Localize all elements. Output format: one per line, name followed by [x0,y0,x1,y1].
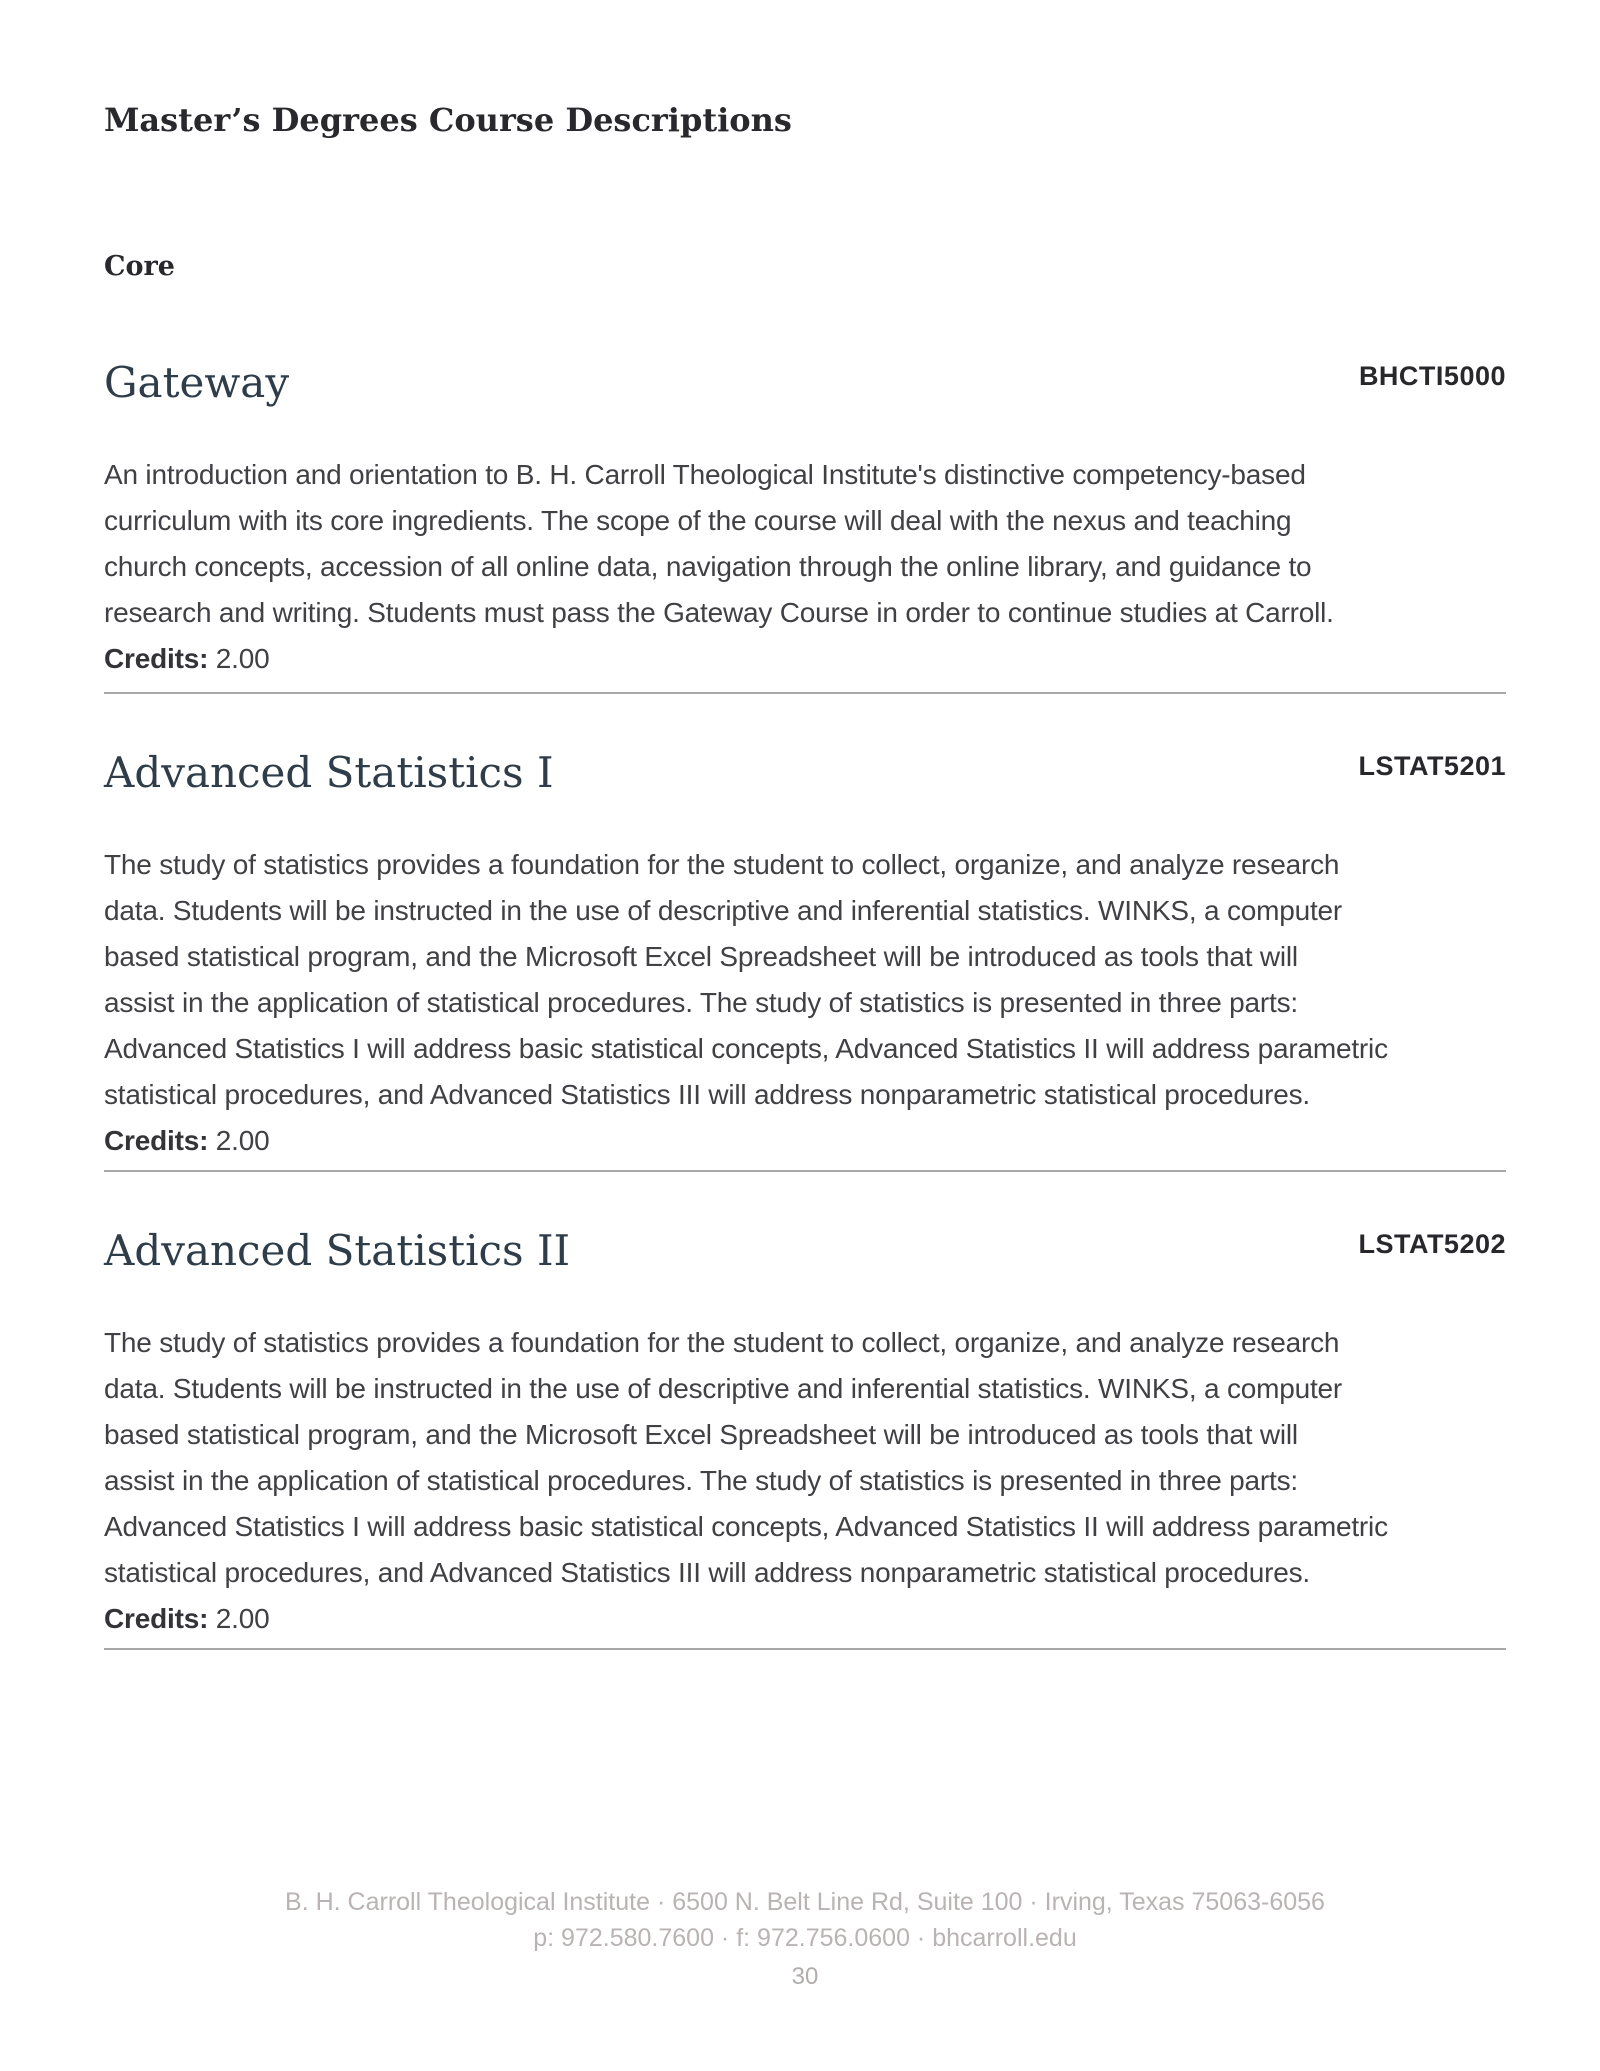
credits-value: 2.00 [215,1603,270,1634]
page-title: Master’s Degrees Course Descriptions [104,101,792,139]
description-line: based statistical program, and the Microsoft Excel Spreadsheet will be introduced as tools that will [104,941,1298,972]
description-line: research and writing. Students must pass the Gateway Course in order to continue studies at Carroll. [104,597,1334,628]
course-code: BHCTI5000 [1358,361,1506,391]
description-line: assist in the application of statistical procedures. The study of statistics is presented in three parts: [104,1465,1298,1496]
course-description [104,1320,1506,1642]
course-name: Gateway [104,358,290,407]
description-line: The study of statistics provides a foundation for the student to collect, organize, and analyze research [104,1327,1340,1358]
page-content [104,0,1506,1992]
course-code: LSTAT5201 [1358,751,1506,781]
credits-value: 2.00 [215,1125,270,1156]
description-line: data. Students will be instructed in the use of descriptive and inferential statistics. WINKS, a computer [104,1373,1343,1404]
footer-address: B. H. Carroll Theological Institute · 6500 N. Belt Line Rd, Suite 100 · Irving, Texas 75063-6056 [285,1888,1325,1916]
description-line: church concepts, accession of all online data, navigation through the online library, and guidance to [104,551,1312,582]
credits-label: Credits: [104,1603,209,1634]
page-footer [104,1884,1506,1956]
description-line: data. Students will be instructed in the use of descriptive and inferential statistics. WINKS, a computer [104,895,1343,926]
credits-value: 2.00 [215,643,270,674]
credits-line [104,1596,1506,1642]
description-line: curriculum with its core ingredients. The scope of the course will deal with the nexus and teaching [104,505,1292,536]
course-name: Advanced Statistics I [104,748,554,797]
section-label-core: Core [104,251,175,282]
section-divider [104,692,1506,694]
description-line: statistical procedures, and Advanced Statistics III will address nonparametric statistical procedures. [104,1557,1310,1588]
description-line: based statistical program, and the Microsoft Excel Spreadsheet will be introduced as tools that will [104,1419,1298,1450]
description-line: The study of statistics provides a foundation for the student to collect, organize, and analyze research [104,849,1340,880]
description-line: statistical procedures, and Advanced Statistics III will address nonparametric statistical procedures. [104,1079,1310,1110]
footer-contact: p: 972.580.7600 · f: 972.756.0600 · bhcarroll.edu [533,1924,1077,1952]
description-line: assist in the application of statistical procedures. The study of statistics is presented in three parts: [104,987,1298,1018]
course-description [104,842,1506,1164]
course-name: Advanced Statistics II [104,1226,571,1275]
description-line: Advanced Statistics I will address basic statistical concepts, Advanced Statistics II will address parametric [104,1511,1388,1542]
description-line: An introduction and orientation to B. H. Carroll Theological Institute's distinctive competency-based [104,459,1306,490]
credits-label: Credits: [104,643,209,674]
credits-line [104,1118,1506,1164]
credits-label: Credits: [104,1125,209,1156]
course-header-advanced-statistics-2 [104,1224,1506,1278]
course-code: LSTAT5202 [1358,1229,1506,1259]
course-description [104,452,1506,682]
description-line: Advanced Statistics I will address basic statistical concepts, Advanced Statistics II will address parametric [104,1033,1388,1064]
page-number: 30 [791,1963,819,1990]
section-divider [104,1648,1506,1650]
section-divider [104,1170,1506,1172]
credits-line [104,636,1506,682]
course-header-gateway [104,356,1506,410]
course-header-advanced-statistics-1 [104,746,1506,800]
